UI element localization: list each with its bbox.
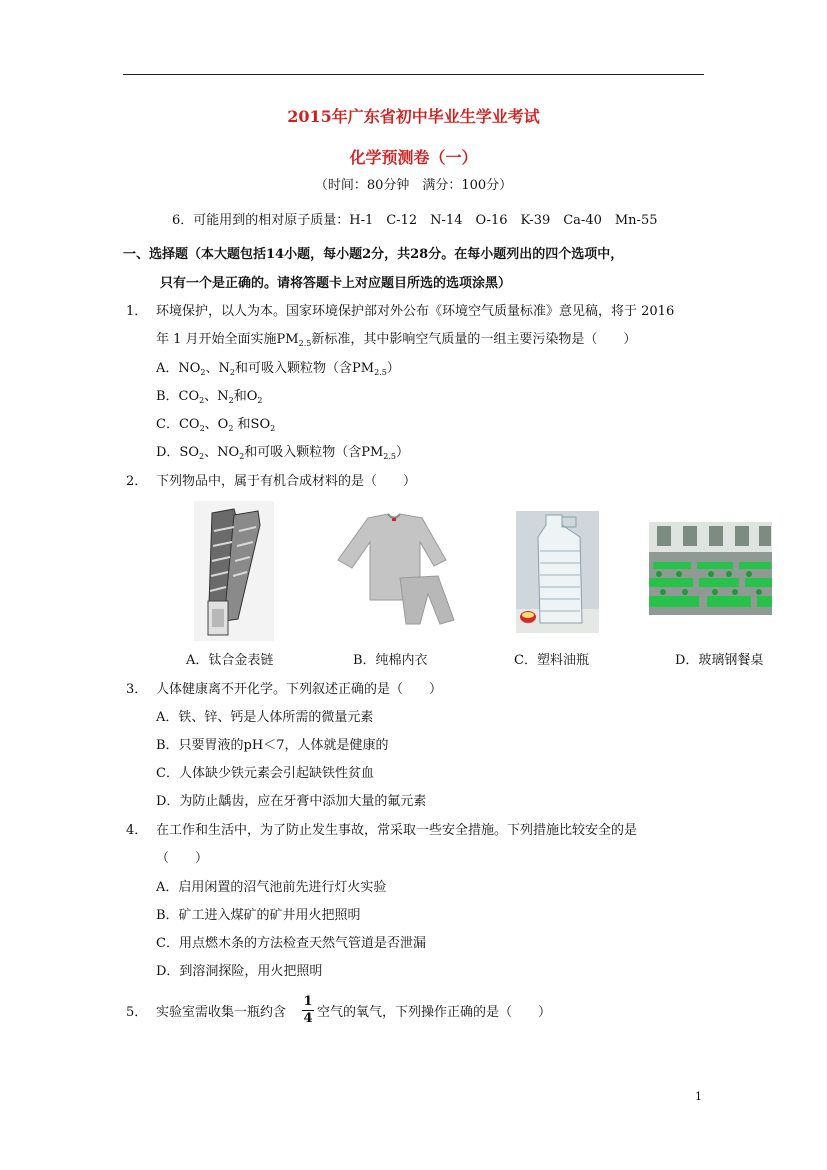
- q4-answer-paren: （ ）: [156, 851, 209, 866]
- time-info: （时间：80分钟 满分：100分）: [314, 178, 513, 193]
- q5-fraction-denominator: 4: [303, 1011, 313, 1026]
- q1-option-b[interactable]: B．$CO_2$、$N_2$和$O_2$: [156, 389, 263, 405]
- q1-option-c[interactable]: C．$CO_2$、$O_2$ 和$SO_2$: [156, 417, 276, 433]
- q3-option-d[interactable]: D．为防止龋齿，应在牙膏中添加大量的氟元素: [156, 794, 427, 809]
- header-rule: [123, 74, 704, 75]
- q3-text: 人体健康离不开化学。下列叙述正确的是（ ）: [156, 682, 443, 697]
- q4-option-a[interactable]: A．启用闲置的沼气池前先进行灯火实验: [156, 880, 387, 895]
- q3-option-a[interactable]: A．铁、锌、钙是人体所需的微量元素: [156, 710, 374, 725]
- q5-fraction: [302, 995, 314, 1026]
- q1-option-d[interactable]: D．$SO_2$、$NO_2$和可吸入颗粒物（含$PM_{2.5}$）: [156, 445, 410, 461]
- dining-tables-image: [649, 522, 772, 615]
- q5-fraction-numerator: 1: [303, 994, 313, 1009]
- q5-text-a: 实验室需收集一瓶约含: [156, 1005, 287, 1020]
- atomic-masses: 6．可能用到的相对原子质量：H-1 C-12 N-14 O-16 K-39 Ca-40 Mn-55: [172, 213, 658, 228]
- section-heading: 一、选择题（本大题包括14小题，每小题2分，共28分。在每小题列出的四个选项中，: [123, 247, 624, 262]
- section-instruction: 只有一个是正确的。请将答题卡上对应题目所选的选项涂黑）: [160, 276, 512, 291]
- q1-number: 1．: [126, 304, 148, 319]
- exam-subtitle: 化学预测卷（一）: [349, 148, 478, 167]
- q2-number: 2．: [126, 474, 148, 489]
- q2-option-b[interactable]: B．纯棉内衣: [353, 653, 428, 668]
- q4-number: 4．: [126, 823, 148, 838]
- q4-option-c[interactable]: C．用点燃木条的方法检查天然气管道是否泄漏: [156, 936, 426, 951]
- q5-number: 5．: [126, 1005, 148, 1020]
- cotton-underwear-image: [330, 508, 458, 628]
- q1-text-line1: 环境保护，以人为本。国家环境保护部对外公布《环境空气质量标准》意见稿，将于 2016: [156, 304, 675, 319]
- plastic-bottle-image: [516, 511, 599, 633]
- exam-title: 2015年广东省初中毕业生学业考试: [287, 107, 540, 126]
- q5-text-b: 空气的氧气，下列操作正确的是（ ）: [317, 1005, 552, 1020]
- q2-option-c[interactable]: C．塑料油瓶: [514, 653, 589, 668]
- q3-option-c[interactable]: C．人体缺少铁元素会引起缺铁性贫血: [156, 766, 374, 781]
- q2-option-a[interactable]: A．钛合金表链: [186, 653, 274, 668]
- q2-text: 下列物品中，属于有机合成材料的是（ ）: [156, 474, 417, 489]
- q4-option-d[interactable]: D．到溶洞探险，用火把照明: [156, 964, 323, 979]
- q4-option-b[interactable]: B．矿工进入煤矿的矿井用火把照明: [156, 908, 361, 923]
- q4-text: 在工作和生活中，为了防止发生事故，常采取一些安全措施。下列措施比较安全的是: [156, 823, 638, 838]
- page-number: 1: [695, 1090, 702, 1103]
- q1-option-a[interactable]: A．$NO_2$、$N_2$和可吸入颗粒物（含$PM_{2.5}$）: [156, 361, 400, 377]
- q3-option-b[interactable]: B．只要胃液的pH＜7，人体就是健康的: [156, 738, 389, 753]
- q1-text-line2: 年 1 月开始全面实施$PM_{2.5}$新标准，其中影响空气质量的一组主要污染物是（ ）: [156, 332, 637, 348]
- q2-option-d[interactable]: D．玻璃钢餐桌: [675, 653, 764, 668]
- q3-number: 3．: [126, 682, 148, 697]
- watch-band-image: [194, 501, 274, 641]
